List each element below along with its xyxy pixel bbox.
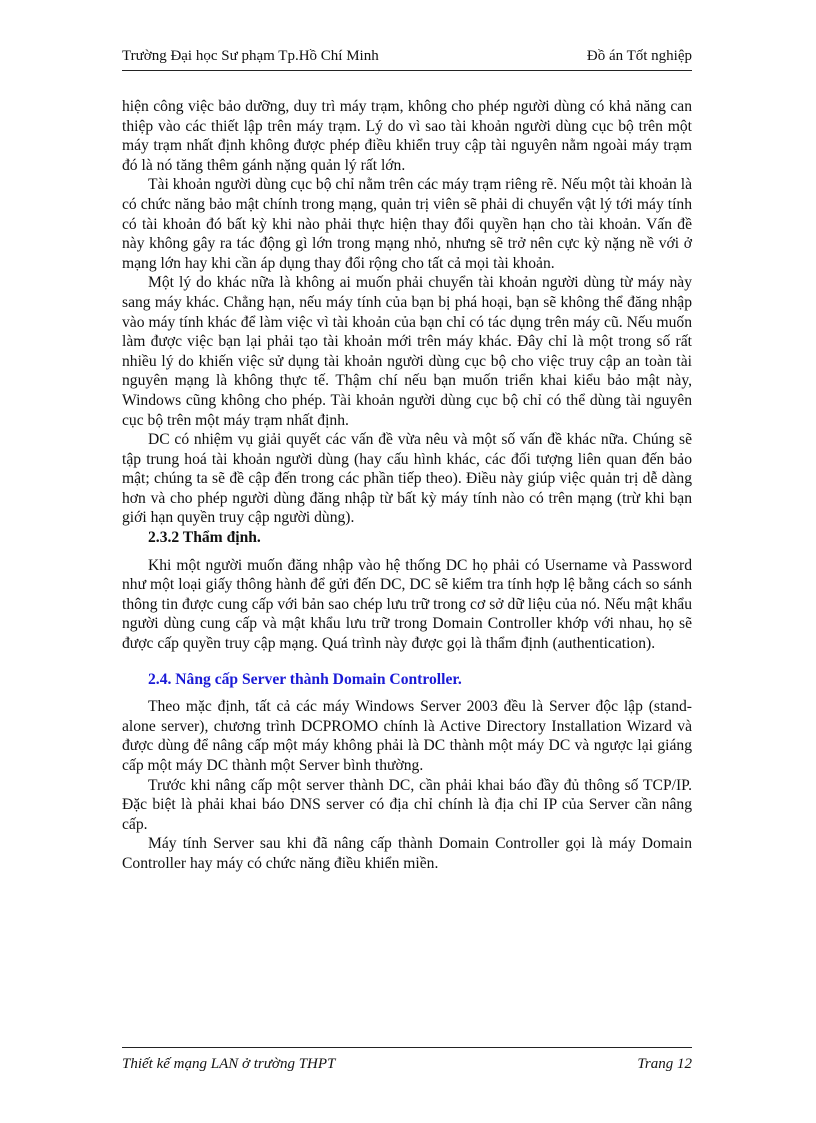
paragraph-4: DC có nhiệm vụ giải quyết các vấn đề vừa nêu và một số vấn đề khác nữa. Chúng sẽ tập trung hoá tài khoản người dùng (hay cấu hình khác, các đối tượng liên quan đến bảo mật; chúng ta sẽ đề cập đến trong các phần tiếp theo). Điều này giúp việc quản trị dễ dàng hơn và cho phép người dùng đăng nhập từ bất kỳ máy tính nào có trên mạng (trừ khi bạn giới hạn quyền truy cập người dùng). (122, 431, 692, 527)
paragraph-1: hiện công việc bảo dưỡng, duy trì máy trạm, không cho phép người dùng có khả năng can thiệp vào các thiết lập trên máy trạm. Lý do vì sao tài khoản người dùng cục bộ trên một máy trạm nhất định không được phép điều khiển truy cập tài nguyên nằm ngoài máy trạm đó là nó tăng thêm gánh nặng quản lý rất lớn. (122, 98, 692, 174)
header-document-type: Đồ án Tốt nghiệp (586, 48, 692, 64)
subsection-heading: 2.3.2 Thẩm định. (148, 529, 261, 547)
section-heading: 2.4. Nâng cấp Server thành Domain Controller. (148, 670, 462, 688)
paragraph-8: Máy tính Server sau khi đã nâng cấp thành Domain Controller gọi là máy Domain Controller hay máy có chức năng điều khiển miền. (122, 835, 692, 872)
page-body (122, 97, 692, 874)
paragraph-2: Tài khoản người dùng cục bộ chỉ nằm trên các máy trạm riêng rẽ. Nếu một tài khoản là có chức năng bảo mật chính trong mạng, quản trị viên sẽ phải di chuyển vật lý tới máy tính có tài khoản đó bất kỳ khi nào phải thực hiện thay đổi quyền hạn cho tài khoản. Vấn đề này không gây ra tác động gì lớn trong mạng nhỏ, nhưng sẽ trở nên cực kỳ nặng nề với ở mạng lớn hay khi cần áp dụng thay đổi rộng cho tất cả mọi tài khoản. (122, 176, 692, 272)
footer-page-number: Trang 12 (637, 1056, 692, 1072)
page-footer (122, 1047, 692, 1072)
page-header (122, 48, 692, 71)
footer-document-title: Thiết kế mạng LAN ở trường THPT (122, 1056, 336, 1072)
paragraph-3: Một lý do khác nữa là không ai muốn phải chuyển tài khoản người dùng từ máy này sang máy khác. Chẳng hạn, nếu máy tính của bạn bị phá hoại, bạn sẽ không thể đăng nhập vào máy tính khác để làm việc vì tài khoản của bạn chỉ có tác dụng trên máy cũ. Nếu muốn làm được việc bạn lại phải tạo tài khoản mới trên máy khác. Đây chỉ là một trong số rất nhiều lý do khiến việc sử dụng tài khoản người dùng cục bộ cho việc truy cập an toàn tài nguyên mạng là không thực tế. Thậm chí nếu bạn muốn triển khai kiểu bảo mật này, Windows cũng không cho phép. Tài khoản người dùng cục bộ chỉ có thể dùng tài nguyên cục bộ trên một máy trạm nhất định. (122, 274, 692, 429)
header-school-name: Trường Đại học Sư phạm Tp.Hồ Chí Minh (122, 48, 379, 64)
paragraph-6: Theo mặc định, tất cả các máy Windows Server 2003 đều là Server độc lập (stand-alone server), chương trình DCPROMO chính là Active Directory Installation Wizard và được dùng để nâng cấp một máy không phải là DC thành một máy DC và ngược lại giáng cấp một máy DC thành một Server bình thường. (122, 698, 692, 774)
paragraph-7: Trước khi nâng cấp một server thành DC, cần phải khai báo đầy đủ thông số TCP/IP. Đặc biệt là phải khai báo DNS server có địa chỉ chính là địa chỉ IP của Server cần nâng cấp. (122, 776, 692, 833)
paragraph-5: Khi một người muốn đăng nhập vào hệ thống DC họ phải có Username và Password như một loại giấy thông hành để gửi đến DC, DC sẽ kiểm tra tính hợp lệ bằng cách so sánh thông tin được cung cấp với bản sao chép lưu trữ trong cơ sở dữ liệu của nó. Nếu mật khẩu người dùng cung cấp và mật khẩu lưu trữ trong Domain Controller khớp với nhau, họ sẽ được cấp quyền truy cập mạng. Quá trình này được gọi là thẩm định (authentication). (122, 556, 692, 653)
